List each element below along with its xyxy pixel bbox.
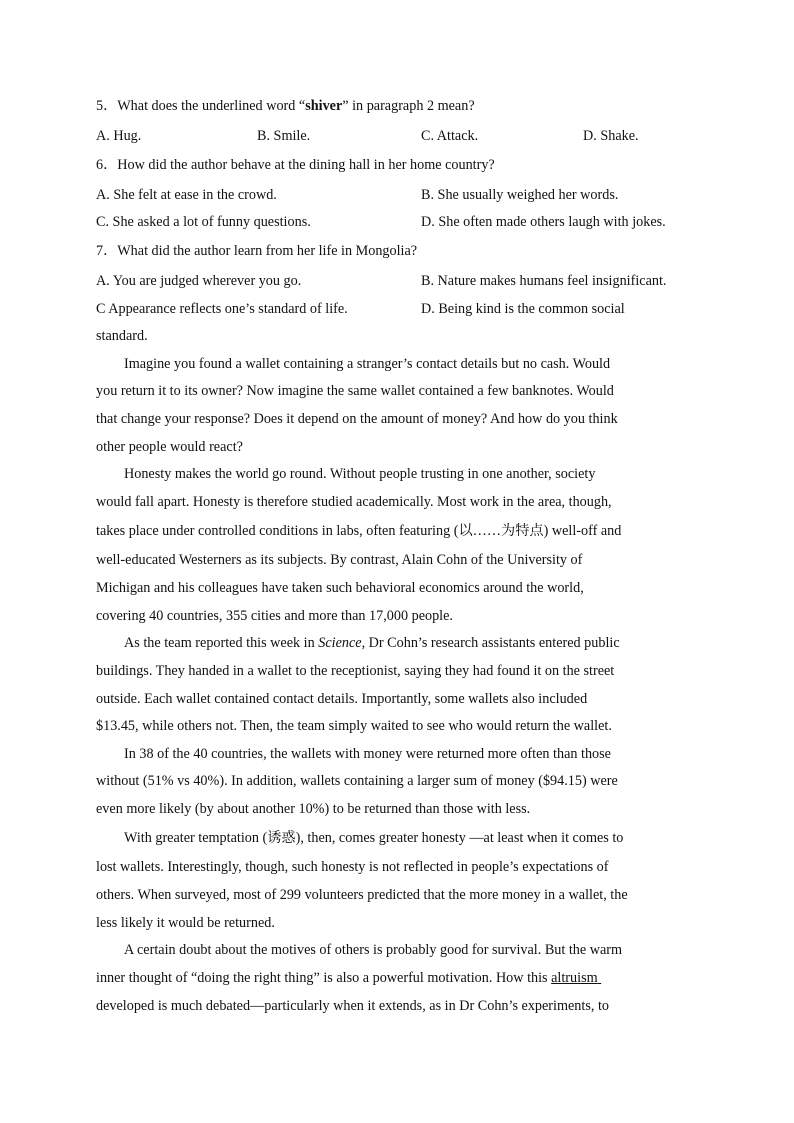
passage-p6-line: A certain doubt about the motives of others is probably good for survival. But the warm — [124, 942, 623, 958]
question-7-options-row1 — [96, 272, 706, 290]
q6-option-a[interactable]: A. She felt at ease in the crowd. — [96, 187, 277, 203]
passage-p3-line: $13.45, while others not. Then, the team simply waited to see who would return the wallet. — [96, 718, 612, 734]
q6-option-d[interactable]: D. She often made others laugh with jokes. — [421, 214, 666, 230]
passage-p4-line: without (51% vs 40%). In addition, wallets containing a larger sum of money ($94.15) were — [96, 773, 618, 789]
passage-p6-line: inner thought of “doing the right thing” is also a powerful motivation. How this altruism — [96, 970, 598, 986]
underlined-word-altruism: altruism — [551, 970, 598, 986]
q6-option-b[interactable]: B. She usually weighed her words. — [421, 187, 619, 203]
passage-p3-line: buildings. They handed in a wallet to the receptionist, saying they had found it on the street — [96, 663, 615, 679]
passage-p1-line: other people would react? — [96, 439, 243, 455]
passage-p2-line: Michigan and his colleagues have taken such behavioral economics around the world, — [96, 580, 584, 596]
q5-option-a[interactable]: A. Hug. — [96, 128, 142, 144]
question-5-options — [96, 127, 706, 145]
passage-p2-line: well-educated Westerners as its subjects. By contrast, Alain Cohn of the University of — [96, 552, 583, 568]
passage-p3-line: outside. Each wallet contained contact details. Importantly, some wallets also included — [96, 691, 588, 707]
question-5-stem: 5．What does the underlined word “shiver” in paragraph 2 mean? — [96, 98, 475, 114]
passage-p4-line: In 38 of the 40 countries, the wallets with money were returned more often than those — [124, 746, 611, 762]
q7-option-c[interactable]: C Appearance reflects one’s standard of life. — [96, 301, 348, 317]
journal-name: Science — [318, 635, 362, 651]
question-7-stem: 7．What did the author learn from her life in Mongolia? — [96, 243, 418, 259]
passage-p2-line: Honesty makes the world go round. Without people trusting in one another, society — [124, 466, 596, 482]
passage-p2-line: would fall apart. Honesty is therefore studied academically. Most work in the area, though, — [96, 494, 612, 510]
question-6-options-row1 — [96, 186, 706, 204]
question-7-options-row2 — [96, 300, 706, 318]
underlined-word-shiver: shiver — [305, 98, 343, 114]
passage-p2-line: covering 40 countries, 355 cities and more than 17,000 people. — [96, 608, 453, 624]
question-6-options-row2 — [96, 213, 706, 231]
passage-p6-line: developed is much debated—particularly when it extends, as in Dr Cohn’s experiments, to — [96, 998, 609, 1014]
passage-p2-line: takes place under controlled conditions in labs, often featuring (以……为特点) well-off and — [96, 523, 622, 539]
passage-p1-line: Imagine you found a wallet containing a stranger’s contact details but no cash. Would — [124, 356, 611, 372]
passage-p5-line: others. When surveyed, most of 299 volunteers predicted that the more money in a wallet, the — [96, 887, 628, 903]
passage-p5-line: With greater temptation (诱惑), then, comes greater honesty —at least when it comes to — [124, 830, 624, 846]
q7-option-d-continued: standard. — [96, 328, 148, 344]
q5-option-b[interactable]: B. Smile. — [257, 128, 311, 144]
passage-p1-line: that change your response? Does it depend on the amount of money? And how do you think — [96, 411, 618, 427]
q6-option-c[interactable]: C. She asked a lot of funny questions. — [96, 214, 311, 230]
q5-option-c[interactable]: C. Attack. — [421, 128, 479, 144]
passage-p3-line: As the team reported this week in Science, Dr Cohn’s research assistants entered public — [124, 635, 620, 651]
passage-p5-line: lost wallets. Interestingly, though, such honesty is not reflected in people’s expectations of — [96, 859, 609, 875]
q7-option-b[interactable]: B. Nature makes humans feel insignificant. — [421, 273, 667, 289]
passage-p1-line: you return it to its owner? Now imagine the same wallet contained a few banknotes. Would — [96, 383, 614, 399]
passage-p5-line: less likely it would be returned. — [96, 915, 275, 931]
q7-option-a[interactable]: A. You are judged wherever you go. — [96, 273, 302, 289]
q7-option-d[interactable]: D. Being kind is the common social — [421, 301, 625, 317]
question-6-stem: 6．How did the author behave at the dining hall in her home country? — [96, 157, 495, 173]
passage-p4-line: even more likely (by about another 10%) to be returned than those with less. — [96, 801, 531, 817]
q5-option-d[interactable]: D. Shake. — [583, 128, 639, 144]
